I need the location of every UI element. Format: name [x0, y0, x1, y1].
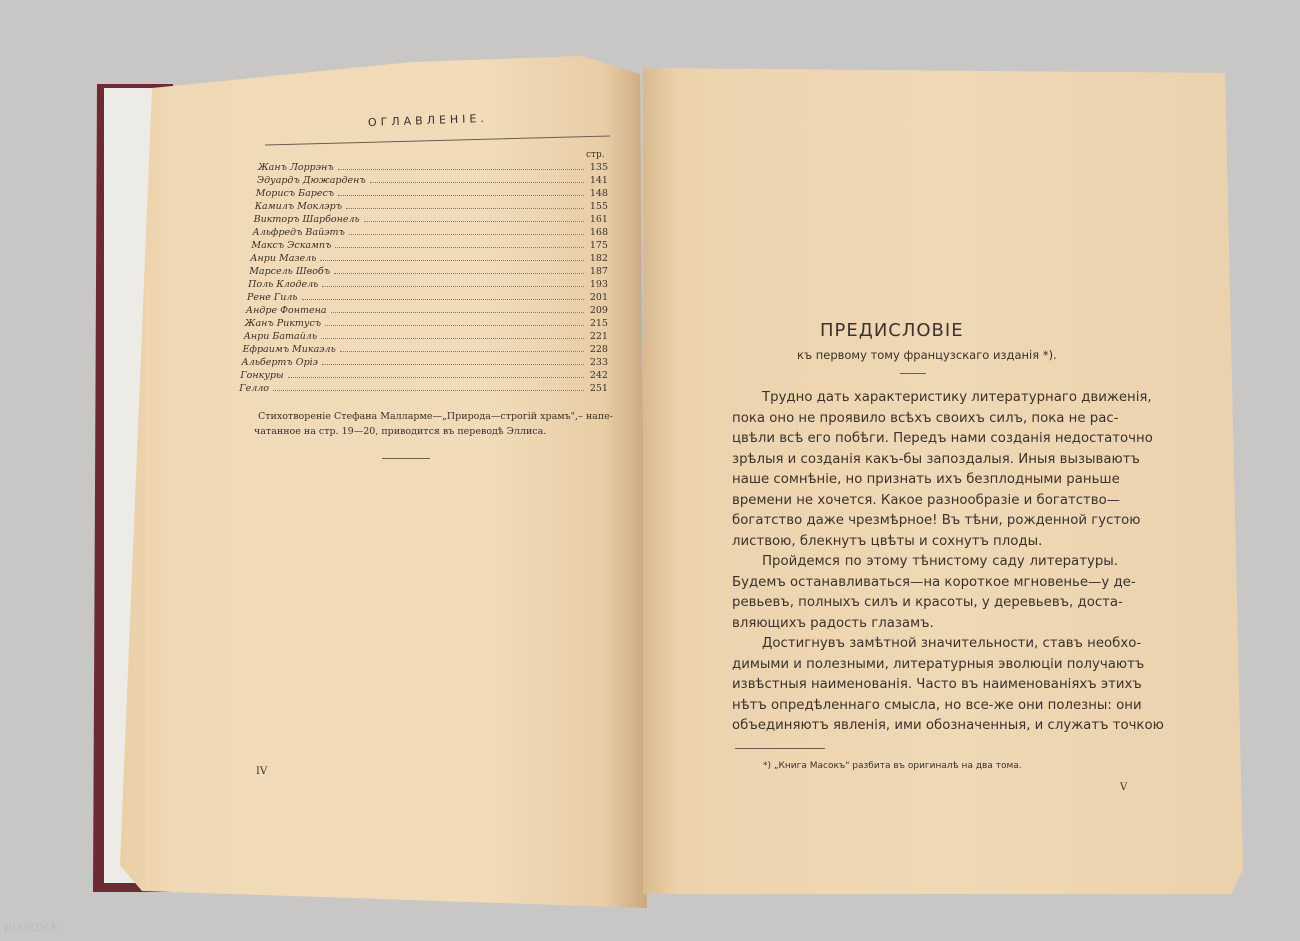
text-line: богатство даже чрезмѣрное! Въ тѣни, рожденной густою — [732, 513, 1141, 528]
text-line: димыми и полезными, литературныя эволюцiи получаютъ — [732, 656, 1145, 672]
toc-entry-page: 148 — [589, 188, 608, 199]
toc-entry-name: Альбертъ Орiэ — [241, 357, 319, 368]
toc-entry-page: 228 — [589, 344, 608, 355]
toc-entry — [243, 342, 608, 355]
leader-dots — [346, 208, 584, 209]
text-line: объединяютъ явленiя, ими обозначенныя, и служатъ точкою — [732, 718, 1164, 733]
right-folio: V — [1120, 782, 1128, 793]
toc-entry-name: Рене Гиль — [247, 292, 298, 303]
toc-entry-page: 251 — [589, 383, 608, 394]
leader-dots — [338, 195, 584, 196]
leader-dots — [322, 286, 584, 287]
toc-entry-page: 193 — [589, 279, 608, 290]
toc-note — [254, 409, 613, 439]
toc-entry — [251, 238, 608, 251]
toc-entry-page: 155 — [589, 201, 608, 212]
toc-entry — [257, 173, 608, 186]
toc-entry — [249, 264, 608, 277]
leader-dots — [338, 169, 584, 170]
toc-entry-name: Эдуардъ Дюжарденъ — [256, 175, 366, 186]
preface-title: ПРЕДИСЛОВIЕ — [820, 320, 964, 341]
toc-entry — [247, 290, 608, 303]
toc-entry — [250, 251, 608, 264]
text-line: пока оно не проявило всѣхъ своихъ силъ, пока не рас- — [732, 410, 1119, 426]
toc-entry-page: 221 — [589, 331, 608, 342]
leader-dots — [349, 234, 584, 235]
toc-entry — [240, 368, 608, 381]
toc-entry — [244, 329, 608, 342]
preface-subtitle: къ первому тому французскаго изданiя *). — [797, 348, 1057, 362]
toc-entry-name: Ефраимъ Микаэль — [242, 344, 336, 355]
text-line: Достигнувъ замѣтной значительности, ставъ необхо- — [762, 636, 1142, 651]
toc-entry — [246, 303, 608, 316]
toc-entry-page: 182 — [589, 253, 608, 264]
text-line: нѣтъ опредѣленнаго смысла, но все-же они полезны: они — [732, 697, 1142, 713]
toc-entry — [239, 381, 608, 394]
leader-dots — [321, 338, 584, 339]
toc-entry-name: Поль Клодель — [248, 279, 319, 290]
toc-entry-name: Андре Фонтена — [245, 305, 327, 316]
leader-dots — [325, 325, 584, 326]
leader-dots — [320, 260, 584, 261]
text-line: времени не хочется. Какое разнообразiе и богатство— — [732, 492, 1121, 508]
toc-entry — [256, 186, 608, 199]
toc-entry-name: Камилъ Моклэръ — [254, 201, 343, 212]
toc-entry-name: Анри Батайль — [243, 331, 318, 342]
note-line: Стихотворенiе Стефана Малларме—„Природа—строгiй храмъ",– напе- — [258, 411, 613, 422]
leader-dots — [302, 299, 584, 300]
toc-entry — [258, 160, 608, 173]
note-line: чатанное на стр. 19—20, приводится въ переводѣ Эллиса. — [254, 426, 547, 437]
toc-entry-page: 209 — [589, 305, 608, 316]
toc-entry — [253, 225, 609, 238]
toc-entry-name: Максъ Эскамnъ — [251, 240, 332, 251]
toc-entry-page: 233 — [589, 357, 608, 368]
leader-dots — [340, 351, 584, 352]
text-line: цвѣли всѣ его побѣги. Передъ нами созданiя недостаточно — [732, 431, 1153, 446]
toc-entry — [255, 199, 608, 212]
leader-dots — [288, 377, 584, 378]
text-line: наше сомнѣнiе, но признать ихъ безплодными раньше — [732, 472, 1120, 487]
leader-dots — [334, 273, 584, 274]
toc-entry-page: 141 — [589, 175, 608, 186]
toc-entry — [245, 316, 608, 329]
toc-entry — [242, 355, 609, 368]
watermark: pixstock — [4, 920, 59, 935]
leader-dots — [331, 312, 584, 313]
toc-entry-page: 161 — [589, 214, 608, 225]
footnote: *) „Книга Масокъ" разбита въ оригиналѣ на два тома. — [763, 761, 1022, 771]
section-rule — [382, 458, 430, 459]
toc-entry-page: 215 — [589, 318, 608, 329]
toc-entry-name: Викторъ Шарбонель — [253, 214, 360, 225]
toc-entry-page: 168 — [589, 227, 608, 238]
toc-entry-page: 242 — [589, 370, 608, 381]
toc-entry-name: Анри Мазель — [250, 253, 317, 264]
toc-entry-name: Марсель Швобъ — [249, 266, 331, 277]
toc-entry-page: 175 — [589, 240, 608, 251]
preface-body — [732, 388, 1164, 737]
toc-entry — [254, 212, 608, 225]
text-line: Трудно дать характеристику литературнаго движенiя, — [762, 390, 1152, 405]
toc-entry-page: 187 — [589, 266, 608, 277]
toc-entry-name: Гелло — [239, 383, 270, 394]
text-line: Будемъ останавливаться—на короткое мгновенье—у де- — [732, 574, 1136, 590]
toc-entry-name: Жанъ Лоррэнъ — [258, 162, 334, 173]
text-line: листвою, блекнутъ цвѣты и сохнутъ плоды. — [732, 533, 1043, 549]
footnote-rule — [735, 748, 825, 749]
toc-entry-page: 135 — [589, 162, 608, 173]
title-rule — [900, 373, 926, 374]
leader-dots — [370, 182, 584, 183]
text-line: Пройдемся по этому тѣнистому саду литературы. — [762, 554, 1118, 569]
text-line: извѣстныя наименованiя. Часто въ наименованiяхъ этихъ — [732, 677, 1142, 692]
leader-dots — [322, 364, 584, 365]
toc-entry-name: Жанъ Риктусъ — [244, 318, 322, 329]
leader-dots — [335, 247, 584, 248]
text-line: зрѣлыя и созданiя какъ-бы запоздалыя. Иныя вызываютъ — [732, 451, 1140, 467]
left-folio: IV — [256, 766, 268, 777]
page-column-label: стр. — [586, 150, 605, 160]
toc-entry-name: Морисъ Баресъ — [255, 188, 335, 199]
text-line: вляющихъ радость глазамъ. — [732, 615, 934, 631]
toc-entry-page: 201 — [589, 292, 608, 303]
text-line: ревьевъ, полныхъ силъ и красоты, у деревьевъ, доста- — [732, 595, 1123, 610]
toc-entry — [248, 277, 608, 290]
toc-title: ОГЛАВЛЕНIЕ. — [367, 111, 489, 130]
leader-dots — [273, 390, 584, 391]
toc-entry-name: Альфредъ Вайэтъ — [252, 227, 345, 238]
toc-entry-name: Гонкуры — [240, 370, 284, 381]
leader-dots — [364, 221, 584, 222]
